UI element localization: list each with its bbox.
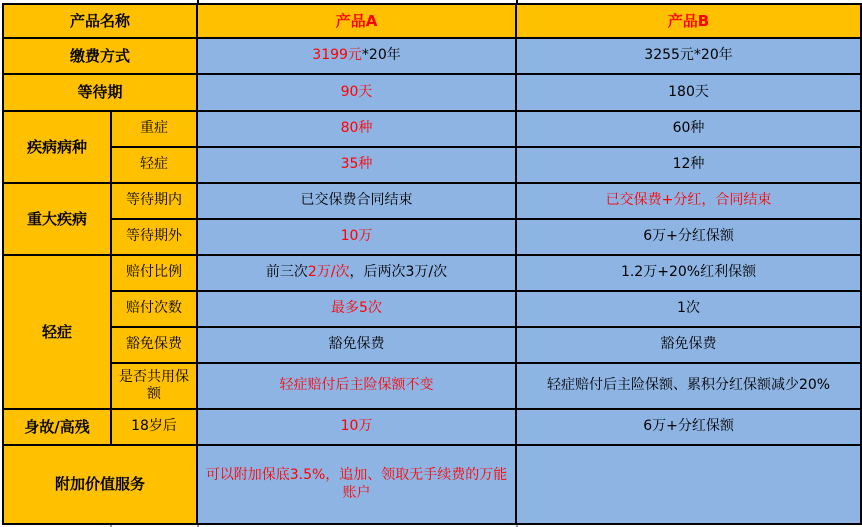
subrow-header-premium-waiver (111, 327, 197, 363)
cell-waiting-product-b (516, 74, 861, 111)
payout-ratio-a-highlight: 2万/次 (307, 264, 350, 281)
subrow-header-severe (111, 111, 197, 147)
table-row-waiting-period (3, 74, 861, 111)
shared-sum-b-value: 轻症赔付后主险保额、累积分红保额减少20% (546, 377, 831, 394)
subrow-label: 18岁后 (131, 418, 177, 435)
subrow-label: 是否共用保额 (119, 368, 189, 402)
product-comparison-table (2, 3, 862, 525)
critical-after-a-value: 10万 (340, 228, 373, 245)
table-row-critical-after (3, 219, 861, 255)
row-header-label: 轻症 (41, 322, 72, 341)
mild-b-value: 12种 (672, 156, 705, 173)
death-b-value: 6万+分红保额 (643, 418, 734, 435)
table-row-disease-mild (3, 147, 861, 183)
payment-b-value: 3255元*20年 (644, 47, 733, 64)
cell-shared-sum-product-a (197, 363, 516, 409)
subrow-label: 重症 (140, 120, 168, 137)
row-header-label: 重大疾病 (26, 209, 87, 228)
product-a-title: 产品A (335, 11, 378, 30)
row-header-death-disability (3, 409, 111, 445)
critical-after-b-value: 6万+分红保额 (643, 228, 734, 245)
subrow-header-shared-sum (111, 363, 197, 409)
mild-a-value: 35种 (340, 156, 373, 173)
table-row-value-added (3, 445, 861, 524)
cell-death-product-a (197, 409, 516, 445)
cell-premium-waiver-product-a (197, 327, 516, 363)
subrow-label: 豁免保费 (126, 336, 182, 353)
row-header-label: 疾病病种 (26, 137, 87, 156)
row-header-waiting-period (3, 74, 197, 111)
product-b-header-cell (516, 4, 861, 38)
row-header-mild-illness (3, 255, 111, 409)
severe-a-value: 80种 (340, 120, 373, 137)
death-a-value: 10万 (340, 418, 373, 435)
table-row-disease-severe (3, 111, 861, 147)
cell-critical-after-product-a (197, 219, 516, 255)
cell-payout-ratio-product-b (516, 255, 861, 291)
subrow-header-payout-ratio (111, 255, 197, 291)
table-row-death-disability (3, 409, 861, 445)
row-header-value-added (3, 445, 197, 524)
row-header-critical-illness (3, 183, 111, 255)
subrow-label: 轻症 (140, 156, 168, 173)
value-added-a-value: 可以附加保底3.5%，追加、领取无手续费的万能账户 (205, 467, 508, 501)
payout-ratio-a-suffix: ，后两次3万/次 (349, 264, 448, 281)
table-row-payout-times (3, 291, 861, 327)
cell-mild-product-b (516, 147, 861, 183)
shared-sum-a-value: 轻症赔付后主险保额不变 (279, 377, 434, 394)
table-row-payment (3, 38, 861, 74)
row-header-product-name (3, 4, 197, 38)
cell-waiting-product-a (197, 74, 516, 111)
cell-severe-product-b (516, 111, 861, 147)
cell-critical-within-product-b (516, 183, 861, 219)
subrow-label: 等待期内 (126, 192, 182, 209)
cell-payment-product-b (516, 38, 861, 74)
payout-ratio-b-value: 1.2万+20%红利保额 (620, 264, 757, 281)
cell-premium-waiver-product-b (516, 327, 861, 363)
waiting-b-value: 180天 (668, 83, 709, 100)
payout-ratio-a-prefix: 前三次 (265, 264, 308, 281)
severe-b-value: 60种 (672, 120, 705, 137)
table-row-payout-ratio (3, 255, 861, 291)
cell-death-product-b (516, 409, 861, 445)
premium-waiver-b-value: 豁免保费 (660, 336, 717, 353)
subrow-label: 赔付次数 (126, 300, 182, 317)
row-header-label: 产品名称 (70, 11, 131, 30)
cell-critical-after-product-b (516, 219, 861, 255)
payout-times-b-value: 1次 (677, 300, 700, 317)
cell-payout-times-product-b (516, 291, 861, 327)
product-a-header-cell (197, 4, 516, 38)
row-header-label: 附加价值服务 (55, 475, 146, 494)
payment-a-amount: 3199元 (312, 47, 362, 64)
subrow-header-age-18 (111, 409, 197, 445)
row-header-label: 身故/高残 (24, 417, 90, 436)
critical-within-b-value: 已交保费+分红，合同结束 (605, 192, 772, 209)
cell-value-added-product-a (197, 445, 516, 524)
cell-mild-product-a (197, 147, 516, 183)
cell-value-added-product-b (516, 445, 861, 524)
payout-times-a-value: 最多5次 (331, 300, 382, 317)
cell-critical-within-product-a (197, 183, 516, 219)
table-row-shared-sum (3, 363, 861, 409)
cell-payout-ratio-product-a (197, 255, 516, 291)
row-header-disease-types (3, 111, 111, 183)
table-row-critical-within (3, 183, 861, 219)
row-header-payment (3, 38, 197, 74)
row-header-label: 等待期 (77, 83, 123, 102)
cell-severe-product-a (197, 111, 516, 147)
cell-payment-product-a (197, 38, 516, 74)
table-row-premium-waiver (3, 327, 861, 363)
subrow-header-within-waiting (111, 183, 197, 219)
row-header-label: 缴费方式 (70, 46, 131, 65)
payment-a-term: *20年 (361, 47, 401, 64)
subrow-header-after-waiting (111, 219, 197, 255)
subrow-header-mild (111, 147, 197, 183)
table-row-product-name (3, 4, 861, 38)
premium-waiver-a-value: 豁免保费 (328, 336, 385, 353)
cell-shared-sum-product-b (516, 363, 861, 409)
cell-payout-times-product-a (197, 291, 516, 327)
critical-within-a-value: 已交保费合同结束 (300, 192, 413, 209)
product-b-title: 产品B (667, 11, 710, 30)
subrow-header-payout-times (111, 291, 197, 327)
subrow-label: 赔付比例 (126, 264, 182, 281)
subrow-label: 等待期外 (126, 228, 182, 245)
waiting-a-value: 90天 (340, 83, 373, 100)
